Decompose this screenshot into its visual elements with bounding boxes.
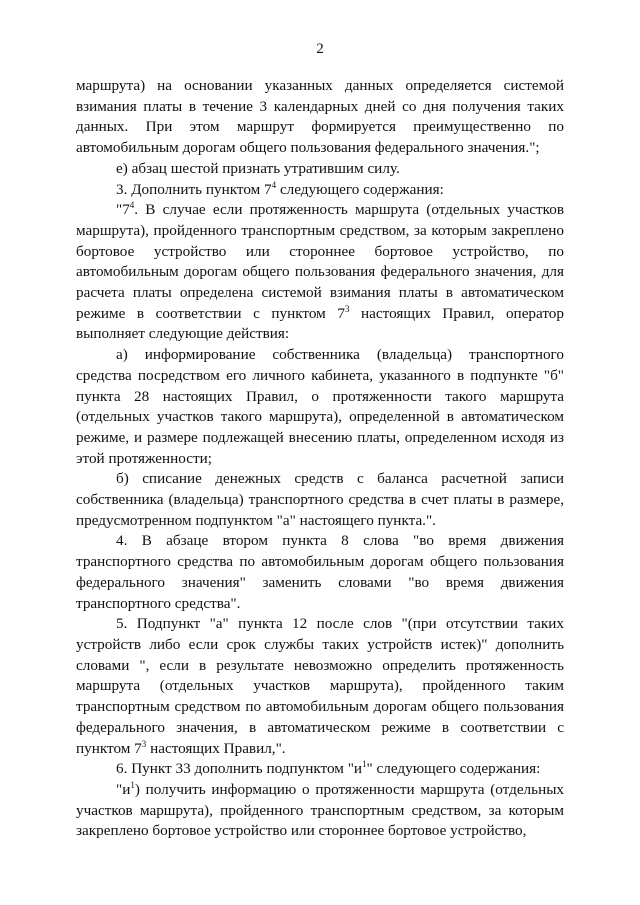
superscript: 3 <box>344 303 350 314</box>
paragraph <box>76 531 564 614</box>
superscript: 4 <box>271 179 277 190</box>
superscript: 4 <box>129 200 135 211</box>
superscript: 1 <box>362 759 367 770</box>
paragraph-text: ) получить информацию о протяженности маршрута (отдельных участков маршрута), пройденного транспортным средством, за которым закреплено бортовое устройство или стороннее бортовое устройство, <box>76 780 564 840</box>
paragraph <box>76 614 564 759</box>
paragraph-text: 4. В абзаце втором пункта 8 слова "во время движения транспортного средства по автомобильным дорогам общего пользования федерального значения" заменить словами "во время движения транспортного средства". <box>76 532 564 612</box>
paragraph <box>76 76 564 159</box>
paragraph-text: е) абзац шестой признать утратившим силу. <box>116 159 400 177</box>
superscript: 3 <box>141 738 147 749</box>
paragraph <box>76 180 564 201</box>
paragraph <box>76 200 564 345</box>
paragraph-text: . В случае если протяженность маршрута (отдельных участков маршрута), пройденного транспортным средством, за которым закреплено бортовое устройство или стороннее бортовое устройство, по автомобильным дорогам общего пользования федерального значения, для расчета платы определена системой взимания платы в автоматическом режиме в соответствии с пунктом 7 <box>76 201 564 322</box>
paragraph-text: " следующего содержания: <box>366 760 541 778</box>
paragraph-text: 6. Пункт 33 дополнить подпунктом "и <box>116 760 363 778</box>
paragraph-text: а) информирование собственника (владельца) транспортного средства посредством его личного кабинета, указанного в подпункте "б" пункта 28 настоящих Правил, о протяженности такого маршрута (отдельных участков такого маршрута), определенной в автоматическом режиме, и размере подлежащей внесению платы, определенном исходя из этой протяженности; <box>76 346 564 467</box>
paragraph <box>76 469 564 531</box>
paragraph-text: "и <box>116 780 131 798</box>
paragraph <box>76 780 564 842</box>
paragraph-text: б) списание денежных средств с баланса расчетной записи собственника (владельца) транспортного средства в счет платы в размере, предусмотренном подпунктом "а" настоящего пункта.". <box>76 470 564 529</box>
paragraph <box>76 159 564 180</box>
paragraph-text: настоящих Правил, оператор выполняет следующие действия: <box>76 304 564 343</box>
paragraph <box>76 345 564 469</box>
paragraph-text: маршрута) на основании указанных данных определяется системой взимания платы в течение 3 календарных дней со дня получения таких данных. При этом маршрут формируется преимущественно по автомобильным дорогам общего пользования федерального значения."; <box>76 77 564 157</box>
paragraph-text: следующего содержания: <box>276 180 444 198</box>
paragraph-text: 3. Дополнить пунктом 7 <box>116 180 272 198</box>
paragraph <box>76 759 564 780</box>
document-body <box>76 76 564 842</box>
paragraph-text: 5. Подпункт "а" пункта 12 после слов "(при отсутствии таких устройств либо если срок службы таких устройств истек)" дополнить словами ", если в результате невозможно определить протяженность маршрута (отдельных участков маршрута), пройденного таким транспортным средством по автомобильным дорогам общего пользования федерального значения, в автоматическом режиме в соответствии с пунктом 7 <box>76 615 564 757</box>
page-number: 2 <box>316 41 324 57</box>
superscript: 1 <box>130 779 135 790</box>
paragraph-text: настоящих Правил,". <box>146 739 286 757</box>
paragraph-text: "7 <box>116 201 130 219</box>
